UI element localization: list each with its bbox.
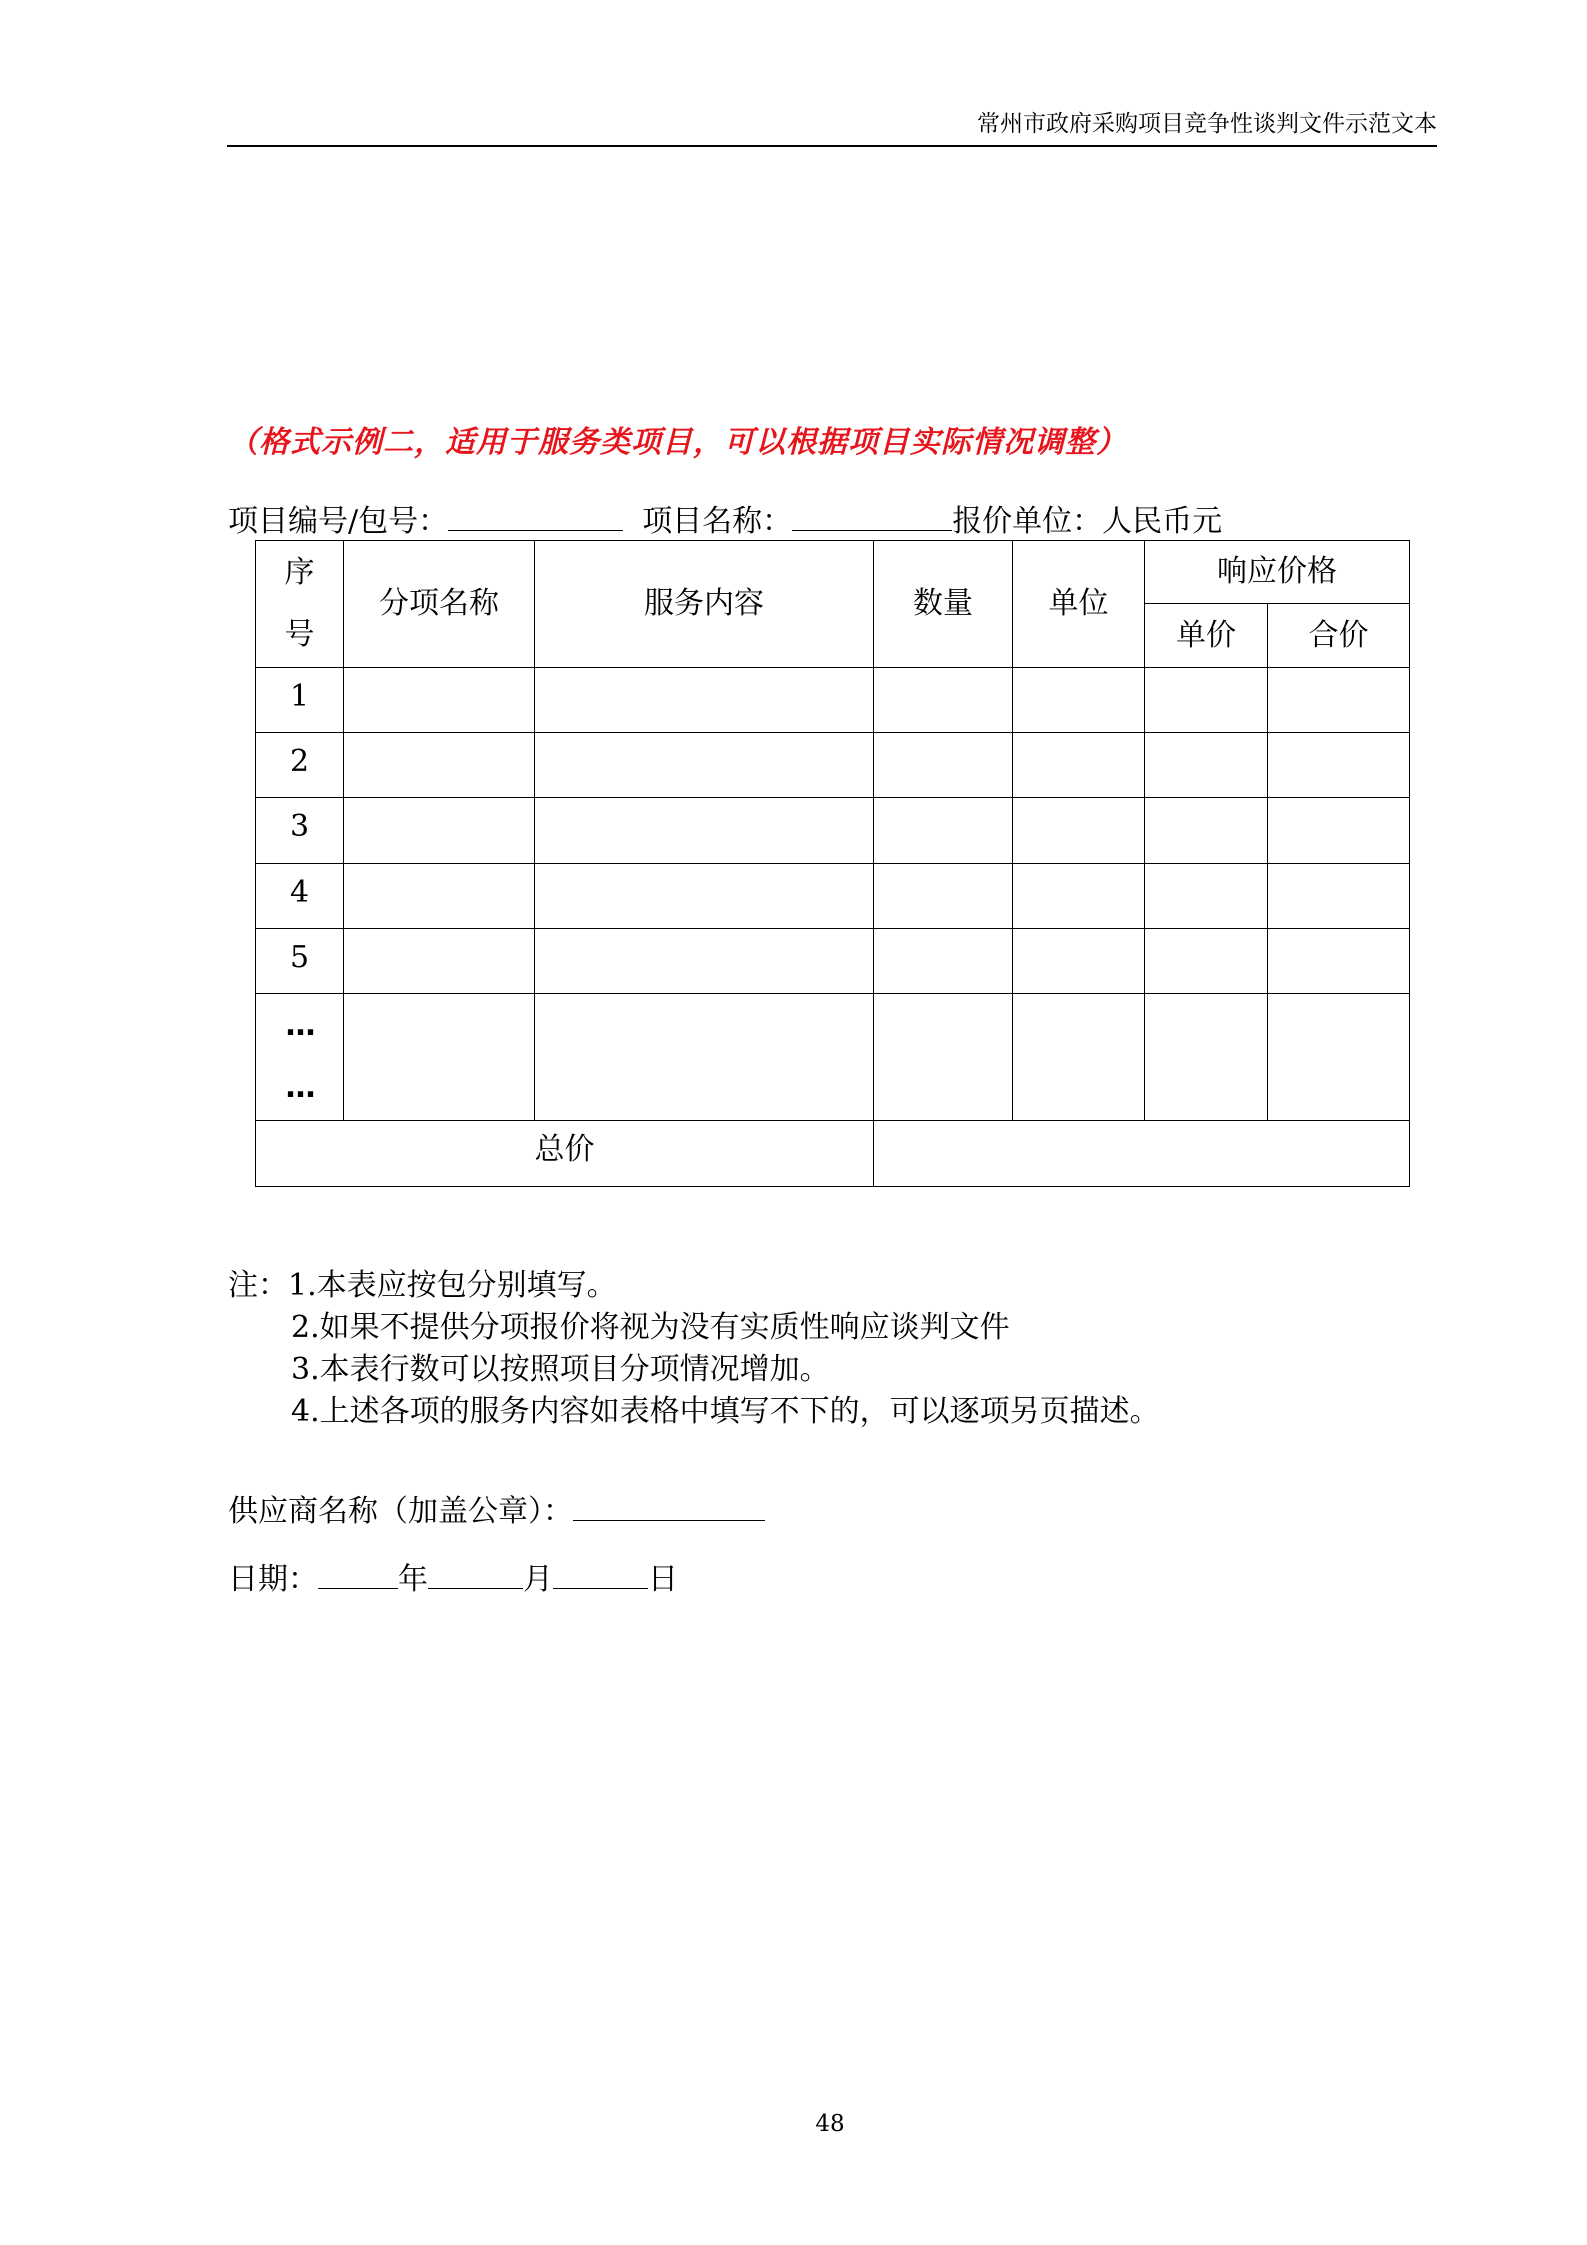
header-unit-price: 单价 xyxy=(1145,604,1268,668)
note-text: 1.本表应按包分别填写。 xyxy=(288,1268,617,1303)
cell-unit[interactable] xyxy=(1013,864,1145,929)
row-number: 3 xyxy=(256,798,344,864)
format-example-note: （格式示例二，适用于服务类项目，可以根据项目实际情况调整） xyxy=(228,425,1127,460)
supplier-name-label: 供应商名称（加盖公章）： xyxy=(228,1494,573,1529)
row-number: 4 xyxy=(256,864,344,929)
header-seq-line1: 序 xyxy=(284,555,315,590)
cell-quantity[interactable] xyxy=(874,864,1013,929)
cell-quantity[interactable] xyxy=(874,798,1013,864)
table-row xyxy=(256,733,1410,798)
note-item: 4.上述各项的服务内容如表格中填写不下的，可以逐项另页描述。 xyxy=(291,1394,1160,1429)
cell-unit[interactable] xyxy=(1013,733,1145,798)
project-name-label: 项目名称： xyxy=(642,504,793,539)
cell-unit-price[interactable] xyxy=(1145,994,1268,1121)
note-item xyxy=(228,1265,1160,1307)
header-service-content: 服务内容 xyxy=(535,541,874,668)
row-number: 2 xyxy=(256,733,344,798)
total-price-label: 总价 xyxy=(256,1121,874,1187)
day-label: 日 xyxy=(648,1562,678,1597)
quote-unit-label: 报价单位：人民币元 xyxy=(952,504,1223,539)
cell-total-price[interactable] xyxy=(1268,929,1410,994)
supplier-name-field[interactable] xyxy=(573,1490,765,1521)
cell-unit-price[interactable] xyxy=(1145,798,1268,864)
cell-service-content[interactable] xyxy=(535,929,874,994)
header-response-price: 响应价格 xyxy=(1145,541,1410,604)
cell-item-name[interactable] xyxy=(344,733,535,798)
cell-item-name[interactable] xyxy=(344,994,535,1121)
cell-unit-price[interactable] xyxy=(1145,864,1268,929)
cell-unit-price[interactable] xyxy=(1145,668,1268,733)
project-name-field[interactable] xyxy=(792,500,952,531)
note-item: 3.本表行数可以按照项目分项情况增加。 xyxy=(291,1352,830,1387)
cell-service-content[interactable] xyxy=(535,994,874,1121)
price-breakdown-table xyxy=(255,540,1410,1187)
row-number: 1 xyxy=(256,668,344,733)
row-number-ellipsis xyxy=(256,994,344,1121)
cell-unit-price[interactable] xyxy=(1145,733,1268,798)
table-row xyxy=(256,929,1410,994)
cell-unit[interactable] xyxy=(1013,994,1145,1121)
cell-unit[interactable] xyxy=(1013,668,1145,733)
supplier-signature-line xyxy=(228,1490,765,1531)
table-row xyxy=(256,668,1410,733)
day-field[interactable] xyxy=(553,1558,648,1589)
year-label: 年 xyxy=(398,1562,428,1597)
total-price-value[interactable] xyxy=(874,1121,1410,1187)
table-row-ellipsis xyxy=(256,994,1410,1121)
header-unit: 单位 xyxy=(1013,541,1145,668)
cell-service-content[interactable] xyxy=(535,798,874,864)
cell-total-price[interactable] xyxy=(1268,733,1410,798)
header-seq xyxy=(256,541,344,668)
table-row xyxy=(256,864,1410,929)
project-info-line xyxy=(228,500,1222,541)
cell-total-price[interactable] xyxy=(1268,994,1410,1121)
date-label: 日期： xyxy=(228,1562,318,1597)
note-item: 2.如果不提供分项报价将视为没有实质性响应谈判文件 xyxy=(291,1310,1010,1345)
year-field[interactable] xyxy=(318,1558,398,1589)
cell-quantity[interactable] xyxy=(874,929,1013,994)
cell-total-price[interactable] xyxy=(1268,798,1410,864)
cell-total-price[interactable] xyxy=(1268,864,1410,929)
cell-total-price[interactable] xyxy=(1268,668,1410,733)
header-total-price: 合价 xyxy=(1268,604,1410,668)
month-label: 月 xyxy=(523,1562,553,1597)
notes-prefix: 注： xyxy=(228,1268,288,1303)
header-item-name: 分项名称 xyxy=(344,541,535,668)
cell-unit-price[interactable] xyxy=(1145,929,1268,994)
cell-service-content[interactable] xyxy=(535,864,874,929)
notes-section xyxy=(228,1265,1160,1433)
table-row-total xyxy=(256,1121,1410,1187)
cell-unit[interactable] xyxy=(1013,929,1145,994)
header-seq-line2: 号 xyxy=(284,617,315,652)
cell-item-name[interactable] xyxy=(344,798,535,864)
header-quantity: 数量 xyxy=(874,541,1013,668)
row-number: 5 xyxy=(256,929,344,994)
ellipsis-line2: … xyxy=(285,1070,314,1105)
cell-quantity[interactable] xyxy=(874,733,1013,798)
cell-quantity[interactable] xyxy=(874,668,1013,733)
cell-quantity[interactable] xyxy=(874,994,1013,1121)
page-header-title: 常州市政府采购项目竞争性谈判文件示范文本 xyxy=(977,111,1437,137)
header-divider xyxy=(227,145,1437,147)
cell-item-name[interactable] xyxy=(344,929,535,994)
date-line xyxy=(228,1558,678,1599)
table-row xyxy=(256,798,1410,864)
project-no-field[interactable] xyxy=(448,500,623,531)
ellipsis-line1: … xyxy=(285,1008,314,1043)
project-no-label: 项目编号/包号： xyxy=(228,504,449,539)
page-number: 48 xyxy=(815,2111,845,2137)
cell-service-content[interactable] xyxy=(535,733,874,798)
cell-service-content[interactable] xyxy=(535,668,874,733)
cell-item-name[interactable] xyxy=(344,864,535,929)
cell-item-name[interactable] xyxy=(344,668,535,733)
month-field[interactable] xyxy=(428,1558,523,1589)
cell-unit[interactable] xyxy=(1013,798,1145,864)
